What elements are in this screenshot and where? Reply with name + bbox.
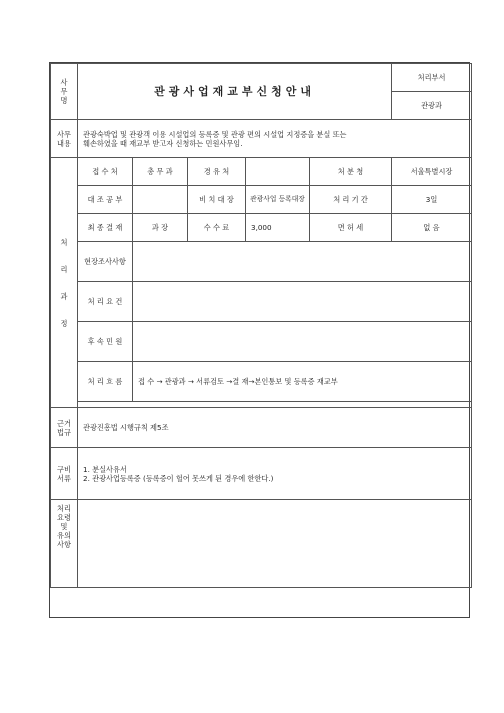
basis-value: 관광진흥법 시행규칙 제5조 <box>78 408 472 448</box>
docs-list <box>78 448 472 500</box>
receipt-label: 접 수 처 <box>78 158 133 186</box>
register-label: 비 치 대 장 <box>188 186 246 214</box>
page-title: 관광사업재교부신청안내 <box>78 64 392 120</box>
approval-value: 과 장 <box>133 214 188 242</box>
ledger-label: 대 조 공 부 <box>78 186 133 214</box>
dept-value: 관광과 <box>392 92 472 120</box>
license-tax-value: 없 음 <box>392 214 472 242</box>
work-content <box>78 120 472 158</box>
period-value: 3일 <box>392 186 472 214</box>
flow-label: 처 리 흐 름 <box>78 362 133 402</box>
header-label: 사 무 명 <box>51 64 78 120</box>
application-guide-form <box>49 62 470 618</box>
authority-value: 서울특별시장 <box>392 158 472 186</box>
docs-item-1: 1. 분실사유서 <box>83 464 127 474</box>
via-label: 경 유 처 <box>188 158 246 186</box>
fee-value: 3,000 <box>246 214 310 242</box>
period-label: 처 리 기 간 <box>310 186 392 214</box>
license-tax-label: 면 허 세 <box>310 214 392 242</box>
work-line-1: 관광숙박업 및 관광객 이용 시설업의 등록증 및 관광 편의 시설업 지정증을 분실 또는 <box>83 129 347 139</box>
follow-up-value <box>133 322 472 362</box>
follow-up-label: 후 속 민 원 <box>78 322 133 362</box>
dept-label: 처리부서 <box>392 64 472 92</box>
survey-value <box>133 242 472 282</box>
requirements-label: 처 리 요 건 <box>78 282 133 322</box>
requirements-value <box>133 282 472 322</box>
via-value <box>246 158 310 186</box>
docs-item-2: 2. 관광사업등록증 (등록증이 헐어 못쓰게 된 경우에 한한다.) <box>83 473 274 483</box>
authority-label: 처 분 청 <box>310 158 392 186</box>
flow-value: 접 수 → 관광과 → 서류검토 →결 재→본인통보 및 등록증 재교부 <box>133 362 472 402</box>
work-label: 사무 내용 <box>51 120 78 158</box>
process-label: 처 리 과 정 <box>51 158 78 408</box>
docs-label: 구비 서류 <box>51 448 78 500</box>
form-table <box>50 63 472 588</box>
notes-label: 처리 요령 및 유의 사항 <box>51 500 78 588</box>
basis-label: 근거 법규 <box>51 408 78 448</box>
work-line-2: 훼손하였을 때 재교부 받고자 신청하는 민원사무임. <box>83 138 243 148</box>
ledger-value <box>133 186 188 214</box>
notes-value <box>78 500 472 588</box>
approval-label: 최 종 결 재 <box>78 214 133 242</box>
receipt-value: 총 무 과 <box>133 158 188 186</box>
register-value: 관광사업 등록대장 <box>246 186 310 214</box>
fee-label: 수 수 료 <box>188 214 246 242</box>
survey-label: 현장조사사항 <box>78 242 133 282</box>
